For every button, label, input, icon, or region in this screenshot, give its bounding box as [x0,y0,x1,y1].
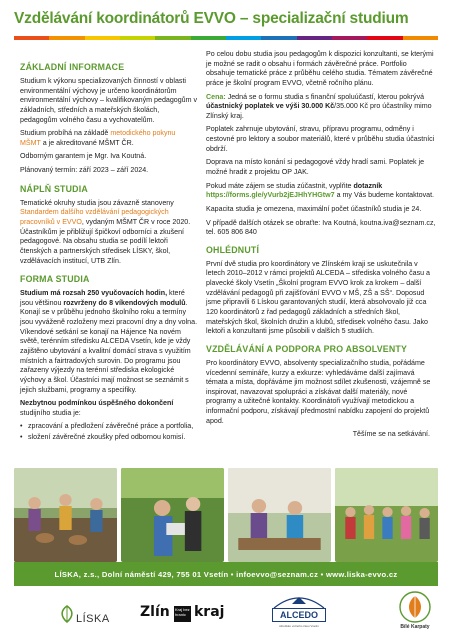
color-stripe [14,36,438,40]
photo-nature-walk [121,468,224,562]
text-termin: Plánovaný termín: září 2023 – září 2024. [20,166,149,175]
heading-ohlednuti: OHLÉDNUTÍ [206,244,260,255]
color-stripe-segment [191,36,226,40]
text-fragment: Pokud máte zájem se studia zúčastnit, vyplňte [206,181,354,190]
text-kontakt: V případě dalších otázek se obraťte: Iva Koutná, koutna.iva@seznam.cz, tel. 605 806 840 [206,218,436,237]
text-fragment: Tematické okruhy studia jsou závazně stanoveny [20,198,174,207]
text-fragment: , vydaným MŠMT ČR v roce 2020. Účastníkům je přibližují špičkoví odborníci a zkušení pedagogové. Na obsahu studia se podílí lektoři čtenských a partnerských středisek LÍSKY, škol, vzdělávacích institucí, UTB Zlín. [20,217,191,265]
heading-forma: FORMA STUDIA [20,274,90,285]
heading-napln: NÁPLŇ STUDIA [20,183,88,194]
condition-list [20,422,198,442]
color-stripe-segment [332,36,367,40]
text-konzultanti: Po celou dobu studia jsou pedagogům k dispozici konzultanti, se kterými je možné se radit o obsahu i formách závěrečné práce. Portfolio obsahuje tematické práce z průběhu celého studia. Tématem závěrečné práce je školní program EVVO, včetně ročního plánu. [206,50,434,87]
photo-workshop [228,468,331,562]
form-link[interactable]: https://forms.gle/yVurb2jEJHhYHGtw7 [206,191,335,200]
color-stripe-segment [367,36,402,40]
bile-karpaty-logo[interactable] [392,590,438,634]
text-fragment: /35.000 Kč pro účastníky mimo Zlínský kraj. [206,102,432,120]
link-standard[interactable]: Standardem dalšího vzdělávání pedagogických pracovníků v EVVO [20,208,169,226]
zlin-logo-text: Zlín [140,604,170,620]
list-item: • složení závěrečné zkoušky před odbornou komisí. [20,433,198,443]
text-fragment: . Konají se v průběhu jednoho školního roku a termíny jsou vyváženě rozloženy mezi pracovní dny a dny volna. Víkendové setkání se konají na Hájence Na novém světě, terénním středisku ALCEDA Vsetín, kde je vždy zajištěno ubytování a kvalitní domácí strava s využitím místních a fairtradových surovin. Do programu jsou zařazeny výjezdy na terénní střediska ekologické výchovy a škol. Účastníci mají možnost se seznámit s jejich službami, programy a specifiky. [20,298,198,394]
text-closing: Těšíme se na setkávání. [352,430,430,439]
alcedo-logo-text: ALCEDO [272,608,326,622]
color-stripe-segment [261,36,296,40]
footer-contact-bar: LÍSKA, z.s., Dolní náměstí 429, 755 01 Vsetín • infoevvo@seznam.cz • www.liska-evvo.cz [14,562,438,586]
text-bold: účastnický poplatek ve výši 30.000 Kč [206,102,335,111]
color-stripe-segment [85,36,120,40]
partner-logos [14,590,438,634]
text-kapacita: Kapacita studia je omezena, maximální počet účastníků studia je 24. [206,204,422,213]
left-column [20,52,198,444]
text-poplatek: Poplatek zahrnuje ubytování, stravu, přípravu programu, odměny i cestovné pro lektory a soubor materiálů, které v průběhu studia účastníci obdrží. [206,125,435,153]
alcedo-logo[interactable] [268,592,330,632]
right-column [206,50,436,444]
text-cena [206,93,436,122]
page-title: Vzdělávání koordinátorů EVVO – specializační studium [14,10,409,27]
liska-logo-text: LÍSKA [76,613,110,625]
alcedo-logo-subtitle: středisko volného času Vsetín [279,624,319,628]
leaf-emblem-icon [392,590,438,624]
link-metodicky-pokyn[interactable]: metodického pokynu MŠMT [20,129,176,147]
color-stripe-segment [226,36,261,40]
text-forma [20,289,198,395]
photo-drumming [14,468,117,562]
text-ohlednuti: První dvě studia pro koordinátory ve Zlínském kraji se uskutečnila v letech 2010–2012 v rámci projektů ALCEDA – střediska volného času a plavecké školy Vsetín „Školní program EVVO krok za krokem – další vzdělávání pedagogů při zajišťování EVVO v MŠ, ZŠ a SŠ“. Doposud jsme připravili 6 Lískou garantovaných studií, která absolvovalo již cca 120 koordinátorů z řad pedagogů základních a středních škol, mateřských škol, školních družin a klubů, středisek volného času. Jako lektoři a konzultanti jsme působili v dalších 5 studiích. [206,259,430,336]
text-garant: Odborným garantem je Mgr. Iva Koutná. [20,152,147,161]
text-podminka [20,399,198,418]
text-fragment: studijního studia je: [20,408,81,417]
label-cena: Cena: [206,92,226,101]
text-dotaznik [206,182,436,201]
text-bold: dotazník [353,181,383,190]
color-stripe-segment [297,36,332,40]
zlin-logo-kraj: kraj [194,604,225,620]
text-bold: Studium má rozsah 250 vyučovacích hodin, [20,289,168,298]
liska-logo[interactable] [58,596,118,628]
text-napln [20,199,198,266]
zlin-kraj-logo[interactable] [140,602,230,626]
text-zakladni-1: Studium k výkonu specializovaných činností v oblasti environmentální výchovy je určeno koordinátorům environmentální výchovy – kvalifikovaným pedagogům v základních, středních a mateřských školách, pedagogům volného času a vychovatelům. [20,76,198,124]
text-fragment: které jsou většinou [20,289,185,307]
photo-strip [14,468,438,562]
heading-podpora: VZDĚLÁVÁNÍ A PODPORA PRO ABSOLVENTY [206,343,408,354]
photo-group-outdoors [335,468,438,562]
text-doprava: Doprava na místo konání si pedagogové vždy hradí sami. Poplatek je možné hradit z projektu OP JAK. [206,158,425,177]
zlin-logo-box: Kraj bez hranic [174,606,191,622]
color-stripe-segment [49,36,84,40]
bile-karpaty-text: Bílé Karpaty [400,624,430,630]
hazelnut-icon [58,604,76,624]
color-stripe-segment [155,36,190,40]
color-stripe-segment [403,36,438,40]
text-fragment: a my Vás budeme kontaktovat. [334,191,435,200]
text-fragment: a je akreditované MŠMT ČR. [40,138,134,147]
text-podpora: Pro koordinátory EVVO, absolventy specializačního studia, pořádáme vícedenní semináře, kurzy a exkurze: vyhledáváme další zajímavá témata a místa, dopřáváme jim možnost sdílet zkušenosti, vzájemně se inspirovat, navazovat spolupráci a získávat další materiály, nové programy a užitečné kontakty. Koordinátoři využívají metodickou a informační podporu, získávají předmostní nabídku zapojení do projektů apod. [206,358,431,425]
text-fragment: Jedná se o formu studia s finanční spoluúčastí, kterou pokrývá [225,92,425,101]
text-zakladni-2 [20,129,198,148]
list-item: • zpracování a předložení závěrečné práce a portfolia, [20,422,198,432]
text-bold: Nezbytnou podmínkou úspěšného dokončení [20,399,174,408]
heading-zakladni: ZÁKLADNÍ INFORMACE [20,62,125,72]
text-fragment: Studium probíhá na základě [20,129,111,138]
color-stripe-segment [14,36,49,40]
text-bold: rozvrženy do 8 víkendových modulů [63,298,186,307]
color-stripe-segment [120,36,155,40]
